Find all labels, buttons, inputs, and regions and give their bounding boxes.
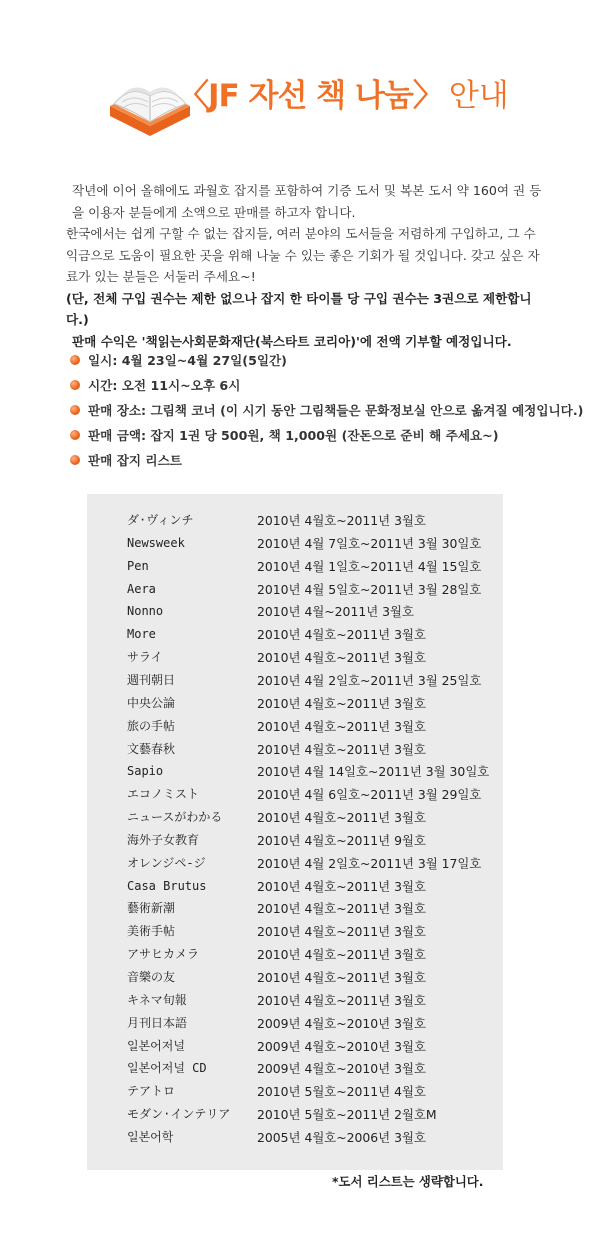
orange-dot-icon — [70, 405, 80, 415]
list-item — [87, 646, 503, 669]
magazine-name: 일본어학 — [127, 1129, 174, 1144]
magazine-period: 2009년 4월호~2010년 3월호 — [257, 1061, 426, 1077]
magazine-name: Aera — [127, 581, 156, 596]
list-item — [87, 623, 503, 646]
list-item — [87, 760, 503, 783]
list-item — [87, 943, 503, 966]
page-title-main: 〈JF 자선 책 나눔〉 — [178, 78, 443, 114]
magazine-period: 2010년 4월호~2011년 3월호 — [257, 741, 426, 757]
magazine-name: More — [127, 627, 156, 642]
orange-dot-icon — [70, 430, 80, 440]
orange-dot-icon — [70, 380, 80, 390]
magazine-name: 일본어저널 CD — [127, 1061, 207, 1076]
magazine-name: ダ·ヴィンチ — [127, 513, 194, 527]
magazine-period: 2010년 4월 5일호~2011년 3월 28일호 — [257, 581, 482, 597]
magazine-name: 美術手帖 — [127, 924, 176, 939]
list-item — [87, 897, 503, 920]
page-title-suffix: 안내 — [448, 78, 509, 114]
magazine-name: Newsweek — [127, 535, 185, 550]
purchase-limit-note: (단, 전체 구입 권수는 제한 없으나 잡지 한 타이틀 당 구입 권수는 3권으로 제한합니다.) — [66, 290, 532, 327]
magazine-name: アサヒカメラ — [127, 947, 200, 962]
info-item-place: 판매 장소: 그림책 코너 (이 시기 동안 그림책들은 문화정보실 안으로 옮겨질 예정입니다.) — [70, 398, 590, 423]
info-item-time: 시간: 오전 11시~오후 6시 — [70, 373, 590, 398]
list-item — [87, 715, 503, 738]
magazine-period: 2010년 4월호~2011년 3월호 — [257, 810, 426, 826]
list-item — [87, 1080, 503, 1103]
magazine-period: 2010년 4월호~2011년 3월호 — [257, 627, 426, 643]
list-item — [87, 783, 503, 806]
magazine-period: 2010년 4월호~2011년 3월호 — [257, 650, 426, 666]
list-item — [87, 1103, 503, 1126]
orange-dot-icon — [70, 455, 80, 465]
donation-note: 판매 수익은 '책읽는사회문화재단(북스타트 코리아)'에 전액 기부할 예정입니다. — [72, 333, 512, 349]
orange-dot-icon — [70, 355, 80, 365]
magazine-period: 2010년 4월호~2011년 3월호 — [257, 924, 426, 940]
magazine-name: Pen — [127, 558, 149, 573]
magazine-period: 2010년 4월 14일호~2011년 3월 30일호 — [257, 764, 490, 780]
magazine-name: オレンジペ-ジ — [127, 855, 206, 870]
magazine-list — [87, 494, 503, 1170]
intro-section — [66, 180, 546, 352]
list-item — [87, 578, 503, 601]
list-item — [87, 738, 503, 761]
magazine-period: 2009년 4월호~2010년 3월호 — [257, 1038, 426, 1054]
magazine-period: 2010년 4월호~2011년 3월호 — [257, 513, 426, 528]
list-item — [87, 875, 503, 898]
list-item — [87, 532, 503, 555]
info-item-date: 일시: 4월 23일~4월 27일(5일간) — [70, 348, 590, 373]
magazine-period: 2010년 4월 1일호~2011년 4월 15일호 — [257, 558, 482, 574]
list-item — [87, 1012, 503, 1035]
list-item — [87, 829, 503, 852]
magazine-name: Nonno — [127, 604, 164, 619]
info-list — [70, 348, 590, 473]
magazine-period: 2005년 4월호~2006년 3월호 — [257, 1129, 426, 1145]
list-item — [87, 1057, 503, 1080]
magazine-name: 文藝春秋 — [127, 741, 176, 756]
intro-paragraph-1: 작년에 이어 올해에도 과월호 잡지를 포함하여 기증 도서 및 복본 도서 약 160여 권 등을 이용자 분들에게 소액으로 판매를 하고자 합니다. — [72, 183, 542, 220]
header — [0, 0, 600, 150]
magazine-name: 海外子女教育 — [127, 832, 200, 847]
magazine-period: 2010년 4월호~2011년 3월호 — [257, 718, 426, 734]
magazine-period: 2010년 4월호~2011년 3월호 — [257, 878, 426, 894]
magazine-period: 2010년 4월 7일호~2011년 3월 30일호 — [257, 535, 482, 551]
magazine-period: 2010년 4월 2일호~2011년 3월 17일호 — [257, 855, 482, 871]
magazine-name: サライ — [127, 650, 163, 665]
list-item — [87, 1126, 503, 1149]
magazine-name: テアトロ — [127, 1084, 176, 1099]
magazine-name: 音樂の友 — [127, 970, 176, 984]
magazine-period: 2010년 4월호~2011년 3월호 — [257, 947, 426, 963]
magazine-name: 旅の手帖 — [127, 718, 176, 733]
list-item — [87, 966, 503, 989]
magazine-name: 月刊日本語 — [127, 1015, 188, 1030]
magazine-period: 2010년 4월호~2011년 3월호 — [257, 970, 426, 985]
page-title — [178, 66, 509, 126]
list-item — [87, 989, 503, 1012]
footnote: *도서 리스트는 생략합니다. — [332, 1174, 484, 1189]
list-item — [87, 920, 503, 943]
magazine-name: 일본어저널 — [127, 1038, 185, 1053]
magazine-period: 2010년 4월호~2011년 3월호 — [257, 901, 426, 917]
magazine-name: Casa Brutus — [127, 878, 207, 893]
list-item — [87, 806, 503, 829]
list-item — [87, 852, 503, 875]
magazine-name: エコノミスト — [127, 787, 200, 802]
magazine-period: 2010년 4월~2011년 3월호 — [257, 604, 414, 620]
magazine-period: 2010년 4월호~2011년 9월호 — [257, 832, 426, 848]
magazine-period: 2010년 4월 2일호~2011년 3월 25일호 — [257, 672, 482, 688]
magazine-period: 2009년 4월호~2010년 3월호 — [257, 1015, 426, 1031]
magazine-period: 2010년 5월호~2011년 4월호 — [257, 1084, 426, 1100]
magazine-name: Sapio — [127, 764, 164, 779]
list-item — [87, 555, 503, 578]
info-item-list: 판매 잡지 리스트 — [70, 448, 590, 473]
magazine-name: 週刊朝日 — [127, 672, 176, 687]
info-item-price: 판매 금액: 잡지 1권 당 500원, 책 1,000원 (잔돈으로 준비 해 주세요~) — [70, 423, 590, 448]
magazine-period: 2010년 4월호~2011년 3월호 — [257, 695, 426, 711]
magazine-name: 中央公論 — [127, 695, 176, 710]
list-item — [87, 669, 503, 692]
intro-paragraph-2: 한국에서는 쉽게 구할 수 없는 잡지들, 여러 분야의 도서들을 저렴하게 구입하고, 그 수익금으로 도움이 필요한 곳을 위해 나눌 수 있는 좋은 기회가 될 것입니다. 갖고 싶은 자료가 있는 분들은 서둘러 주세요~! — [66, 226, 540, 284]
magazine-name: キネマ旬報 — [127, 992, 187, 1007]
list-item — [87, 509, 503, 532]
list-item — [87, 692, 503, 715]
magazine-period: 2010년 4월호~2011년 3월호 — [257, 992, 426, 1008]
magazine-period: 2010년 4월 6일호~2011년 3월 29일호 — [257, 787, 482, 803]
magazine-name: モダン·インテリア — [127, 1107, 231, 1122]
list-item — [87, 600, 503, 623]
magazine-name: ニュースがわかる — [127, 810, 223, 825]
magazine-name: 藝術新潮 — [127, 901, 176, 916]
list-item — [87, 1035, 503, 1058]
magazine-period: 2010년 5월호~2011년 2월호M — [257, 1107, 437, 1123]
